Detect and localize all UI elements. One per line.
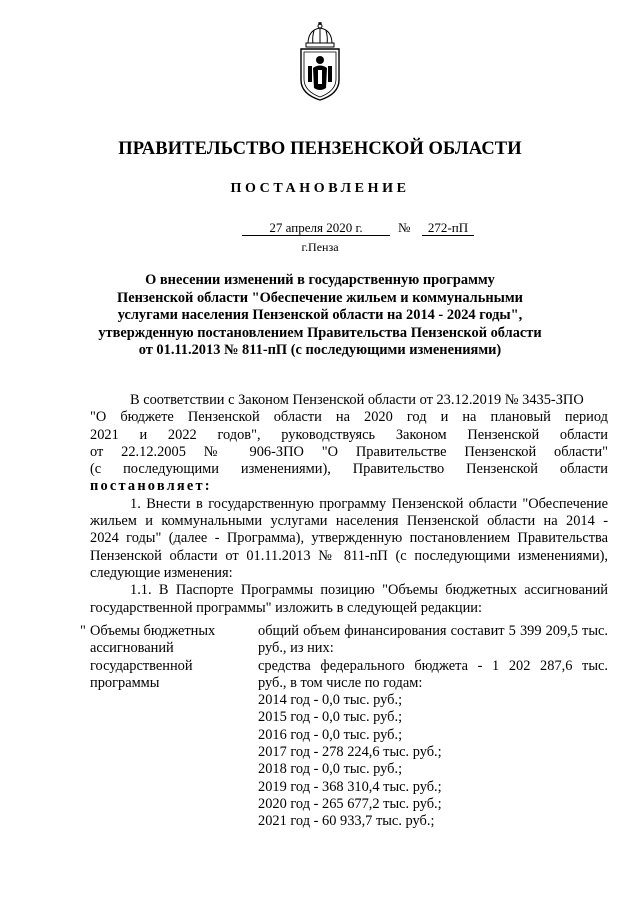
opening-quote: " [80, 623, 86, 639]
table-right-line: 2018 год - 0,0 тыс. руб.; [258, 761, 403, 778]
document-title [90, 272, 550, 360]
table-left-column [90, 623, 250, 692]
table-left-line: ассигнований [90, 640, 174, 657]
document-number: 272-пП [422, 221, 474, 236]
title-line: Пензенской области "Обеспечение жильем и коммунальными [117, 289, 523, 306]
item1-line: жильем и коммунальными услугами населения Пензенской области на 2014 - [90, 513, 608, 530]
item11-line: государственной программы" изложить в следующей редакции: [90, 599, 482, 616]
government-name: ПРАВИТЕЛЬСТВО ПЕНЗЕНСКОЙ ОБЛАСТИ [118, 139, 522, 159]
table-right-line: общий объем финансирования составит 5 399 209,5 тыс. [258, 623, 608, 639]
table-left-line: государственной [90, 657, 193, 674]
table-right-line: 2017 год - 278 224,6 тыс. руб.; [258, 744, 442, 761]
preamble-line: от 22.12.2005 № 906-ЗПО "О Правительстве Пензенской области" [90, 443, 608, 460]
table-right-line: 2019 год - 368 310,4 тыс. руб.; [258, 778, 442, 795]
table-right-line: 2014 год - 0,0 тыс. руб.; [258, 692, 403, 709]
preamble-line: В соответствии с Законом Пензенской области от 23.12.2019 № 3435-ЗПО [130, 392, 584, 408]
item1-line: Пензенской области от 01.11.2013 № 811-пП (с последующими изменениями), [90, 547, 608, 564]
preamble-line: "О бюджете Пензенской области на 2020 год и на плановый период [90, 409, 608, 426]
table-right-line: 2016 год - 0,0 тыс. руб.; [258, 726, 403, 743]
document-body [90, 392, 608, 617]
title-line: О внесении изменений в государственную программу [145, 272, 495, 288]
preamble-line: 2021 и 2022 годов", руководствуясь Законом Пензенской области [90, 426, 608, 443]
table-right-line: руб., в том числе по годам: [258, 674, 423, 691]
table-right-column [258, 623, 608, 831]
coat-of-arms-emblem [293, 22, 347, 102]
title-line: услугами населения Пензенской области на 2014 - 2024 годы", [117, 307, 523, 323]
item1-line: следующие изменения: [90, 564, 233, 581]
city: г.Пенза [301, 240, 339, 254]
table-right-line: 2020 год - 265 677,2 тыс. руб.; [258, 795, 442, 812]
table-right-line: 2021 год - 60 933,7 тыс. руб.; [258, 813, 435, 830]
resolves-word: постановляет: [90, 478, 212, 495]
title-line: утвержденную постановлением Правительства Пензенской области [98, 324, 542, 341]
preamble-line: (с последующими изменениями), Правительство Пензенской области [90, 461, 608, 478]
document-date: 27 апреля 2020 г. [242, 221, 390, 236]
table-left-line: Объемы бюджетных [90, 623, 216, 639]
item1-line: 1. Внести в государственную программу Пензенской области "Обеспечение [130, 495, 608, 512]
title-line: от 01.11.2013 № 811-пП (с последующими изменениями) [138, 342, 502, 358]
item11-line: 1.1. В Паспорте Программы позицию "Объемы бюджетных ассигнований [130, 582, 608, 599]
table-left-line: программы [90, 674, 160, 691]
table-right-line: 2015 год - 0,0 тыс. руб.; [258, 709, 403, 726]
number-sign: № [398, 220, 411, 235]
table-right-line: руб., из них: [258, 640, 334, 657]
document-type: ПОСТАНОВЛЕНИЕ [230, 181, 410, 196]
table-right-line: средства федерального бюджета - 1 202 287,6 тыс. [258, 657, 608, 674]
item1-line: 2024 годы" (далее - Программа), утвержденную постановлением Правительства [90, 530, 608, 547]
